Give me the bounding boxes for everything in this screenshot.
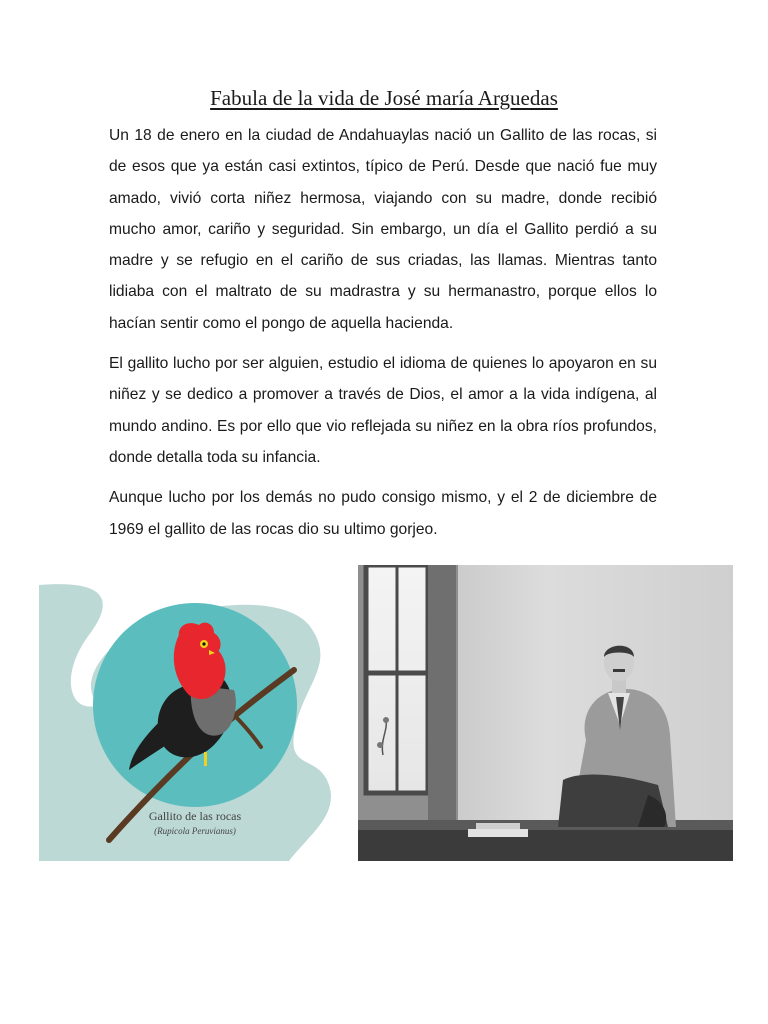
document-title: Fabula de la vida de José maría Arguedas xyxy=(210,86,558,110)
gallito-de-las-rocas-illustration xyxy=(39,565,352,861)
illustration-caption: Gallito de las rocas xyxy=(148,809,242,823)
illustration-scientific-name: (Rupicola Peruvianus) xyxy=(154,826,236,836)
paragraph-1: Un 18 de enero en la ciudad de Andahuaylas nació un Gallito de las rocas, si de esos que ya están casi extintos, típico de Perú. Desde que nació fue muy amado, vivió corta niñez hermosa, viajando con su madre, donde recibió mucho amor, cariño y seguridad. Sin embargo, un día el Gallito perdió a su madre y se refugio en el cariño de sus criadas, las llamas. Mientras tanto lidiaba con el maltrato de su madrastra y su hermanastro, porque ellos lo hacían sentir como el pongo de aquella hacienda. xyxy=(109,127,657,332)
arguedas-photograph xyxy=(358,565,733,861)
document-body xyxy=(109,120,657,554)
paragraph-2: El gallito lucho por ser alguien, estudio el idioma de quienes lo apoyaron en su niñez y se dedico a promover a través de Dios, el amor a la vida indígena, al mundo andino. Es por ello que vio reflejada su niñez en la obra ríos profundos, donde detalla toda su infancia. xyxy=(109,355,657,466)
paragraph-3: Aunque lucho por los demás no pudo consigo mismo, y el 2 de diciembre de 1969 el gallito de las rocas dio su ultimo gorjeo. xyxy=(109,489,657,538)
